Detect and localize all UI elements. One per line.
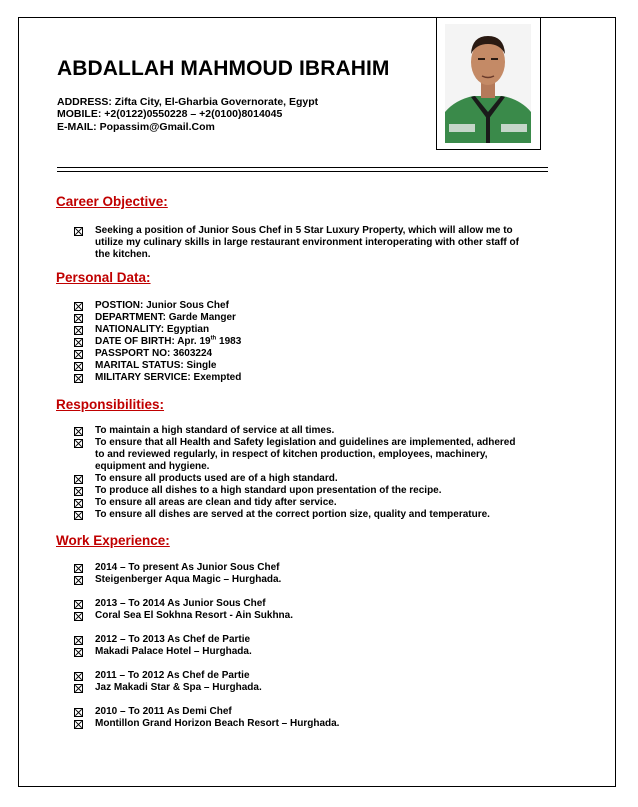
checkbox-bullet-icon: [74, 350, 83, 359]
personal-data-item: POSTION: Junior Sous Chef: [95, 300, 229, 311]
career-objective-line: Seeking a position of Junior Sous Chef in 5 Star Luxury Property, which will allow me to: [95, 225, 513, 236]
checkbox-bullet-icon: [74, 326, 83, 335]
career-objective-heading: Career Objective:: [56, 194, 168, 209]
dob-year: 1983: [216, 336, 242, 347]
career-objective-line: the kitchen.: [95, 249, 151, 260]
checkbox-bullet-icon: [74, 427, 83, 436]
checkbox-bullet-icon: [74, 362, 83, 371]
header-divider: [57, 167, 548, 168]
experience-period: 2013 – To 2014 As Junior Sous Chef: [95, 598, 266, 609]
checkbox-bullet-icon: [74, 684, 83, 693]
experience-period: 2014 – To present As Junior Sous Chef: [95, 562, 280, 573]
responsibility-item: To ensure all dishes are served at the correct portion size, quality and temperature.: [95, 509, 490, 520]
responsibility-item: To produce all dishes to a high standard upon presentation of the recipe.: [95, 485, 442, 496]
responsibility-item: To ensure that all Health and Safety legislation and guidelines are implemented, adhered: [95, 437, 516, 448]
header-divider-thin: [57, 171, 548, 172]
experience-period: 2012 – To 2013 As Chef de Partie: [95, 634, 251, 645]
checkbox-bullet-icon: [74, 511, 83, 520]
checkbox-bullet-icon: [74, 314, 83, 323]
dob-superscript: th: [210, 335, 217, 342]
candidate-name: ABDALLAH MAHMOUD IBRAHIM: [57, 57, 390, 80]
email-line: E-MAIL: Popassim@Gmail.Com: [57, 121, 215, 133]
checkbox-bullet-icon: [74, 564, 83, 573]
career-objective-line: utilize my culinary skills in large restaurant environment interoperating with other staff of: [95, 237, 519, 248]
personal-data-item-dob: [95, 336, 540, 348]
checkbox-bullet-icon: [74, 648, 83, 657]
personal-data-item: MARITAL STATUS: Single: [95, 360, 217, 371]
profile-photo: [445, 24, 531, 143]
personal-data-item: DEPARTMENT: Garde Manger: [95, 312, 236, 323]
personal-data-item: MILITARY SERVICE: Exempted: [95, 372, 242, 383]
checkbox-bullet-icon: [74, 439, 83, 448]
personal-data-item: PASSPORT NO: 3603224: [95, 348, 213, 359]
mobile-line: MOBILE: +2(0122)0550228 – +2(0100)8014045: [57, 108, 283, 120]
checkbox-bullet-icon: [74, 636, 83, 645]
responsibility-item: To maintain a high standard of service at all times.: [95, 425, 335, 436]
experience-employer: Jaz Makadi Star & Spa – Hurghada.: [95, 682, 262, 693]
checkbox-bullet-icon: [74, 338, 83, 347]
experience-employer: Makadi Palace Hotel – Hurghada.: [95, 646, 252, 657]
responsibilities-heading: Responsibilities:: [56, 397, 165, 412]
experience-employer: Coral Sea El Sokhna Resort - Ain Sukhna.: [95, 610, 294, 621]
experience-employer: Montillon Grand Horizon Beach Resort – Hurghada.: [95, 718, 340, 729]
personal-data-item: NATIONALITY: Egyptian: [95, 324, 210, 335]
experience-period: 2011 – To 2012 As Chef de Partie: [95, 670, 250, 681]
personal-data-heading: Personal Data:: [56, 270, 151, 285]
responsibility-item: To ensure all areas are clean and tidy after service.: [95, 497, 337, 508]
profile-photo-frame: [436, 17, 541, 150]
checkbox-bullet-icon: [74, 708, 83, 717]
responsibility-item-continued: equipment and hygiene.: [95, 461, 210, 472]
checkbox-bullet-icon: [74, 475, 83, 484]
checkbox-bullet-icon: [74, 600, 83, 609]
checkbox-bullet-icon: [74, 302, 83, 311]
responsibility-item-continued: to and reviewed regularly, in respect of kitchen production, employees, machinery,: [95, 449, 488, 460]
checkbox-bullet-icon: [74, 672, 83, 681]
checkbox-bullet-icon: [74, 374, 83, 383]
responsibility-item: To ensure all products used are of a high standard.: [95, 473, 338, 484]
checkbox-bullet-icon: [74, 612, 83, 621]
checkbox-bullet-icon: [74, 720, 83, 729]
experience-employer: Steigenberger Aqua Magic – Hurghada.: [95, 574, 282, 585]
checkbox-bullet-icon: [74, 499, 83, 508]
experience-period: 2010 – To 2011 As Demi Chef: [95, 706, 232, 717]
work-experience-heading: Work Experience:: [56, 533, 170, 548]
checkbox-bullet-icon: [74, 576, 83, 585]
checkbox-bullet-icon: [74, 227, 83, 236]
dob-label: DATE OF BIRTH: Apr. 19: [95, 336, 211, 347]
checkbox-bullet-icon: [74, 487, 83, 496]
address-line: ADDRESS: Zifta City, El-Gharbia Governorate, Egypt: [57, 96, 319, 108]
